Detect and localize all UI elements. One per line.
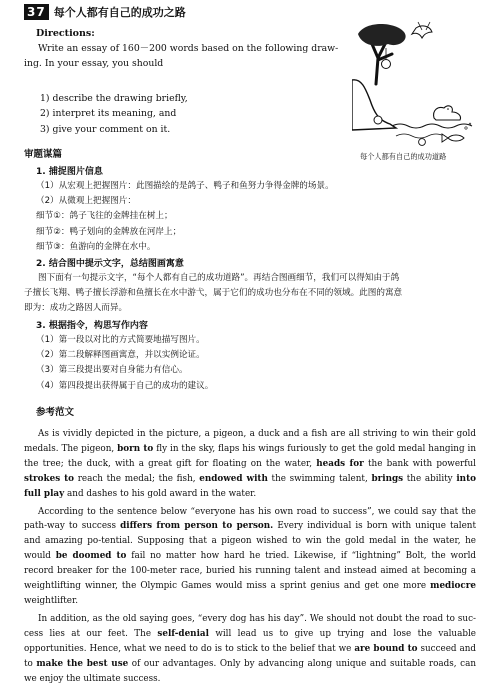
essay-text: fail no matter how hard he tried. Likewise, if “lightning” Bolt, the world record breaker for the 100-meter race, buried his running talent and instead aimed at becoming a weightlifting winner, the Olympic Games would miss a sprint genius and get one more — [24, 551, 477, 592]
analysis-1-line-5: 细节③：鱼游向的金牌在水中。 — [36, 241, 156, 252]
essay-key-phrase: brings — [371, 473, 404, 484]
essay-key-phrase: be doomed to — [55, 551, 127, 562]
essay-text: In addition, as the old saying goes, “every dog has his day”. We should not doubt the road to suc-cess lies at our feet. The — [24, 613, 476, 639]
illustration-drawing — [352, 20, 474, 148]
essay-key-phrase: make the best use — [36, 658, 129, 669]
essay-text: weightlifter. — [24, 595, 79, 606]
writing-prompt — [24, 41, 346, 72]
analysis-1-line-4: 细节②：鸭子划向的金牌放在河岸上； — [36, 226, 182, 237]
analysis-sub-1: 1. 捕捉图片信息 — [36, 167, 103, 177]
essay-text: fly in the sky, flaps his wings furiously to get the gold medal hanging in the tree; the duck, with a great gift for floating on the water, — [24, 443, 477, 469]
tree-canopy — [358, 24, 406, 46]
essay-text: will lead us to give up trying and lose the valuable opportunities. Hence, what we need to do is to stick to the belief that we — [24, 628, 476, 654]
essay-text: and dashes to his gold award in the water. — [64, 488, 257, 499]
tree-medal — [382, 60, 391, 69]
analysis-heading: 审题谋篇 — [24, 149, 63, 160]
sample-heading: 参考范文 — [36, 407, 75, 418]
essay-text: succeed and to — [24, 643, 477, 669]
analysis-sub-2: 2. 结合图中提示文字，总结图画寓意 — [36, 259, 184, 269]
analysis-3-line-4: （4）第四段提出获得属于自己的成功的建议。 — [36, 380, 214, 391]
water-medal — [419, 139, 426, 146]
essay-text: the ability — [403, 473, 457, 484]
essay-key-phrase: mediocre — [430, 581, 476, 592]
question-number-badge: 37 — [24, 4, 49, 20]
water-wave-1 — [392, 124, 472, 128]
prompt-bullet-3: 3) give your comment on it. — [40, 123, 171, 135]
bubble-2 — [469, 123, 471, 125]
analysis-list-3 — [36, 333, 213, 394]
duck-icon — [434, 106, 461, 120]
duck-eye — [447, 108, 449, 110]
analysis-3-line-1: （1）第一段以对比的方式简要地描写图片。 — [36, 335, 205, 345]
essay-text: According to the sentence below “everyone has his own road to success”, we could say that the path-way to success — [24, 506, 476, 532]
essay-key-phrase: strokes to — [24, 473, 75, 484]
illustration-caption: 每个人都有自己的成功道路 — [360, 152, 447, 161]
essay-paragraph-2 — [24, 505, 476, 609]
analysis-2-line-2: 子擅长飞翔、鸭子擅长浮游和鱼擅长在水中游弋，属于它们的成功也分布在不同的领域。此图的寓意 — [24, 288, 403, 298]
prompt-line-2: ing. In your essay, you should — [24, 58, 164, 70]
analysis-1-line-3: 细节①：鸽子飞往的金牌挂在树上； — [36, 211, 173, 222]
essay-paragraph-3 — [24, 612, 476, 687]
essay-key-phrase: endowed with — [199, 473, 268, 484]
essay-text: Every individual is born with unique talent and amazing po-tential. Supposing that a pigeon wished to win the gold medal in the water, he would — [24, 521, 476, 562]
directions-label: Directions: — [36, 28, 95, 39]
essay-key-phrase: into full play — [24, 473, 477, 499]
essay-text: As is vividly depicted in the picture, a pigeon, a duck and a fish are all striving to win their gold medals. The pigeon, — [24, 429, 476, 454]
analysis-1-line-1: （1）从宏观上把握图片：此图描绘的是鸽子、鸭子和鱼努力争得金牌的场景。 — [36, 181, 334, 191]
pigeon-icon — [412, 26, 432, 38]
essay-key-phrase: born to — [117, 443, 154, 454]
essay-key-phrase: differs from person to person. — [120, 521, 274, 532]
section-title: 每个人都有自己的成功之路 — [53, 6, 186, 19]
analysis-1-line-2: （2）从微观上把握图片： — [36, 196, 136, 207]
analysis-paragraph-2 — [24, 271, 476, 316]
bubble-1 — [465, 127, 467, 129]
bank-medal — [374, 116, 382, 124]
analysis-list-1 — [36, 179, 334, 255]
fish-icon — [442, 134, 464, 142]
analysis-2-line-3: 即为：成功之路因人而异。 — [24, 303, 128, 313]
essay-key-phrase: heads for — [316, 458, 364, 469]
prompt-bullet-2: 2) interpret its meaning, and — [40, 108, 177, 120]
essay-key-phrase: self-denial — [157, 628, 209, 639]
analysis-3-line-3: （3）第三段提出要对自身能力有信心。 — [36, 365, 188, 376]
essay-key-phrase: are bound to — [354, 643, 418, 654]
analysis-2-line-1: 图下面有一句提示文字，“每个人都有自己的成功道路”。再结合图画细节，我们可以得知由于鸽 — [38, 273, 400, 283]
analysis-3-line-2: （2）第二段解释图画寓意，并以实例论证。 — [36, 350, 205, 361]
essay-paragraph-1 — [24, 427, 476, 502]
prompt-bullets — [40, 91, 188, 137]
water-wave-2 — [396, 134, 444, 138]
essay-text: reach the medal; the fish, — [74, 473, 200, 484]
prompt-line-1: Write an essay of 160－200 words based on the following draw- — [38, 43, 339, 54]
bank-shape — [352, 80, 396, 130]
essay-text: the bank with powerful — [363, 458, 476, 469]
analysis-sub-3: 3. 根据指令，构思写作内容 — [36, 321, 148, 331]
prompt-bullet-1: 1) describe the drawing briefly, — [40, 93, 188, 104]
essay-text: the swimming talent, — [267, 473, 372, 484]
section-header — [24, 4, 186, 20]
essay-text: of our advantages. Only by advancing along unique and suitable roads, can we enjoy the ultimate success. — [24, 658, 476, 684]
